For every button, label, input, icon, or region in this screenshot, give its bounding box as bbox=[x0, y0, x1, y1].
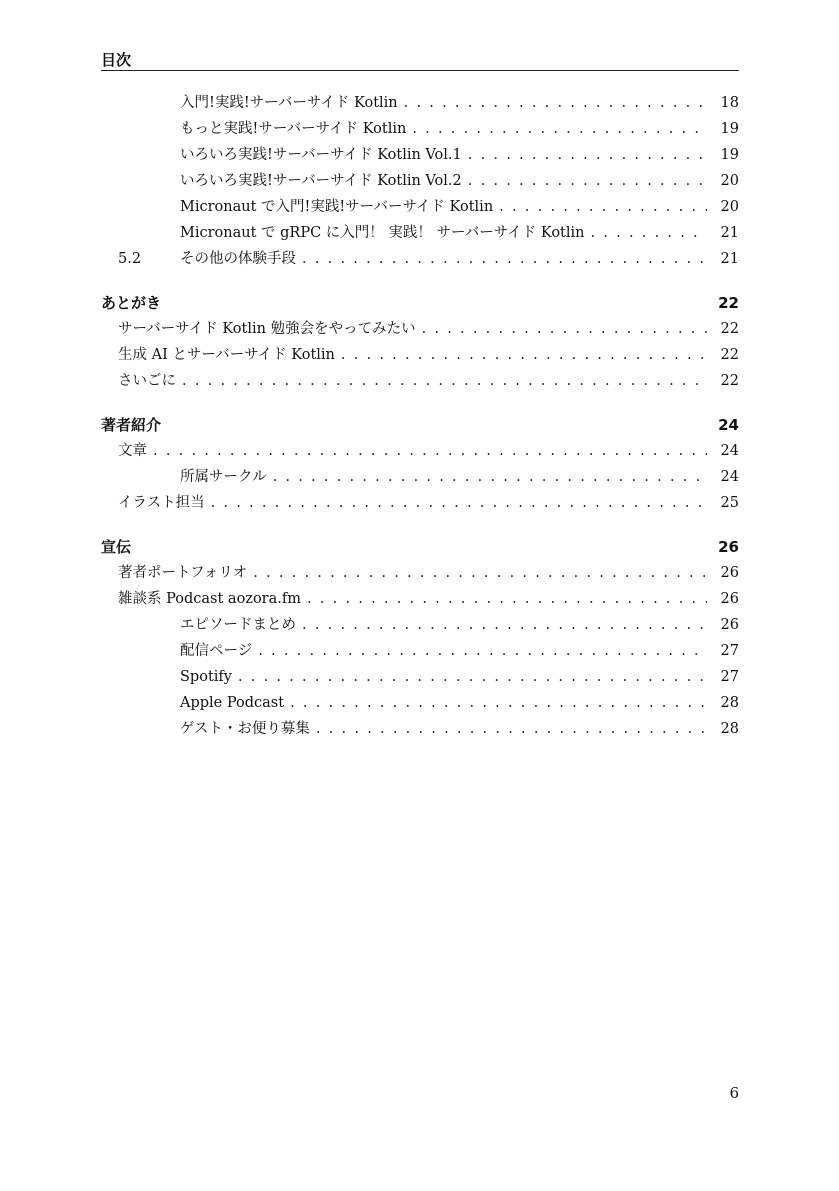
dot-leader bbox=[153, 441, 707, 461]
toc-entry[interactable] bbox=[180, 641, 739, 661]
toc-entry-page: 26 bbox=[720, 617, 739, 633]
toc-entry-page: 25 bbox=[720, 495, 739, 511]
toc-entry-label: 入門!実践!サーバーサイド Kotlin bbox=[180, 95, 398, 111]
toc-entry-page: 27 bbox=[720, 669, 739, 685]
toc-entry-label: ゲスト・お便り募集 bbox=[180, 721, 310, 737]
dot-leader bbox=[182, 371, 707, 391]
toc-entry[interactable] bbox=[118, 441, 739, 461]
toc-entry-label: 雑談系 Podcast aozora.fm bbox=[118, 591, 301, 607]
toc-entry-page: 28 bbox=[720, 695, 739, 711]
toc-chapter-page: 24 bbox=[718, 416, 739, 434]
dot-leader bbox=[302, 615, 707, 635]
toc-entry-page: 24 bbox=[720, 443, 739, 459]
toc-entry[interactable] bbox=[180, 719, 739, 739]
dot-leader bbox=[499, 197, 707, 217]
toc-chapter-label: 宣伝 bbox=[101, 538, 132, 556]
toc-chapter[interactable] bbox=[101, 292, 739, 314]
dot-leader bbox=[238, 667, 707, 687]
toc-entry[interactable] bbox=[118, 249, 739, 269]
toc-chapter-label: 著者紹介 bbox=[101, 416, 162, 434]
toc-entry-page: 24 bbox=[720, 469, 739, 485]
toc-entry-page: 18 bbox=[720, 95, 739, 111]
toc-entry[interactable] bbox=[180, 223, 739, 243]
toc-entry-page: 21 bbox=[720, 251, 739, 267]
toc-entry[interactable] bbox=[180, 693, 739, 713]
toc-entry-label: さいごに bbox=[118, 373, 176, 389]
toc-entry[interactable] bbox=[118, 371, 739, 391]
dot-leader bbox=[404, 93, 707, 113]
running-header: 目次 bbox=[101, 50, 739, 71]
toc-entry[interactable] bbox=[118, 563, 739, 583]
dot-leader bbox=[273, 467, 707, 487]
toc-entry-label: Apple Podcast bbox=[180, 695, 285, 711]
dot-leader bbox=[591, 223, 708, 243]
toc-entry-label: サーバーサイド Kotlin 勉強会をやってみたい bbox=[118, 321, 416, 337]
toc-entry-page: 22 bbox=[720, 347, 739, 363]
toc-entry[interactable] bbox=[118, 589, 739, 609]
dot-leader bbox=[316, 719, 707, 739]
toc-entry-label: 文章 bbox=[118, 443, 147, 459]
toc-entry[interactable] bbox=[180, 93, 739, 113]
toc-entry-page: 28 bbox=[720, 721, 739, 737]
dot-leader bbox=[302, 249, 707, 269]
toc-entry[interactable] bbox=[118, 493, 739, 513]
dot-leader bbox=[307, 589, 707, 609]
toc-entry-page: 22 bbox=[720, 373, 739, 389]
toc-entry[interactable] bbox=[180, 467, 739, 487]
toc-entry[interactable] bbox=[180, 119, 739, 139]
toc-entry[interactable] bbox=[118, 345, 739, 365]
toc-entry-page: 20 bbox=[720, 199, 739, 215]
toc-entry-label: 生成 AI とサーバーサイド Kotlin bbox=[118, 347, 335, 363]
dot-leader bbox=[211, 493, 707, 513]
toc-entry-label: Spotify bbox=[180, 669, 232, 685]
dot-leader bbox=[412, 119, 707, 139]
toc-entry-page: 19 bbox=[720, 121, 739, 137]
toc-chapter-page: 26 bbox=[718, 538, 739, 556]
toc-entry-page: 21 bbox=[720, 225, 739, 241]
toc-entry-label: 所属サークル bbox=[180, 469, 267, 485]
toc-entry-label: Micronaut で入門!実践!サーバーサイド Kotlin bbox=[180, 199, 494, 215]
toc-entry-page: 27 bbox=[720, 643, 739, 659]
toc-entry-page: 26 bbox=[720, 565, 739, 581]
toc-chapter[interactable] bbox=[101, 536, 739, 558]
dot-leader bbox=[422, 319, 707, 339]
toc-entry-label: Micronaut で gRPC に入門！ 実践！ サーバーサイド Kotlin bbox=[180, 225, 585, 241]
toc-entry-label: いろいろ実践!サーバーサイド Kotlin Vol.1 bbox=[180, 147, 462, 163]
toc-entry-label: その他の体験手段 bbox=[180, 251, 296, 267]
dot-leader bbox=[258, 641, 707, 661]
toc-entry-label: いろいろ実践!サーバーサイド Kotlin Vol.2 bbox=[180, 173, 462, 189]
toc-entry-label: 配信ページ bbox=[180, 643, 253, 659]
toc-entry-page: 22 bbox=[720, 321, 739, 337]
dot-leader bbox=[468, 171, 707, 191]
page-number: 6 bbox=[729, 1084, 739, 1102]
toc-entry-label: もっと実践!サーバーサイド Kotlin bbox=[180, 121, 407, 137]
toc-entry-page: 26 bbox=[720, 591, 739, 607]
toc-section-number: 5.2 bbox=[118, 251, 142, 267]
toc-entry-page: 19 bbox=[720, 147, 739, 163]
dot-leader bbox=[290, 693, 707, 713]
toc-chapter-page: 22 bbox=[718, 294, 739, 312]
toc-chapter[interactable] bbox=[101, 414, 739, 436]
toc-entry-page: 20 bbox=[720, 173, 739, 189]
dot-leader bbox=[468, 145, 707, 165]
toc-entry[interactable] bbox=[118, 319, 739, 339]
dot-leader bbox=[253, 563, 707, 583]
toc-entry[interactable] bbox=[180, 615, 739, 635]
toc-entry[interactable] bbox=[180, 145, 739, 165]
dot-leader bbox=[341, 345, 707, 365]
toc-entry-label: 著者ポートフォリオ bbox=[118, 565, 248, 581]
toc-entry[interactable] bbox=[180, 197, 739, 217]
toc-entry-label: イラスト担当 bbox=[118, 495, 205, 511]
toc-entry[interactable] bbox=[180, 171, 739, 191]
toc-chapter-label: あとがき bbox=[101, 294, 162, 312]
toc-entry[interactable] bbox=[180, 667, 739, 687]
toc-entry-label: エピソードまとめ bbox=[180, 617, 296, 633]
